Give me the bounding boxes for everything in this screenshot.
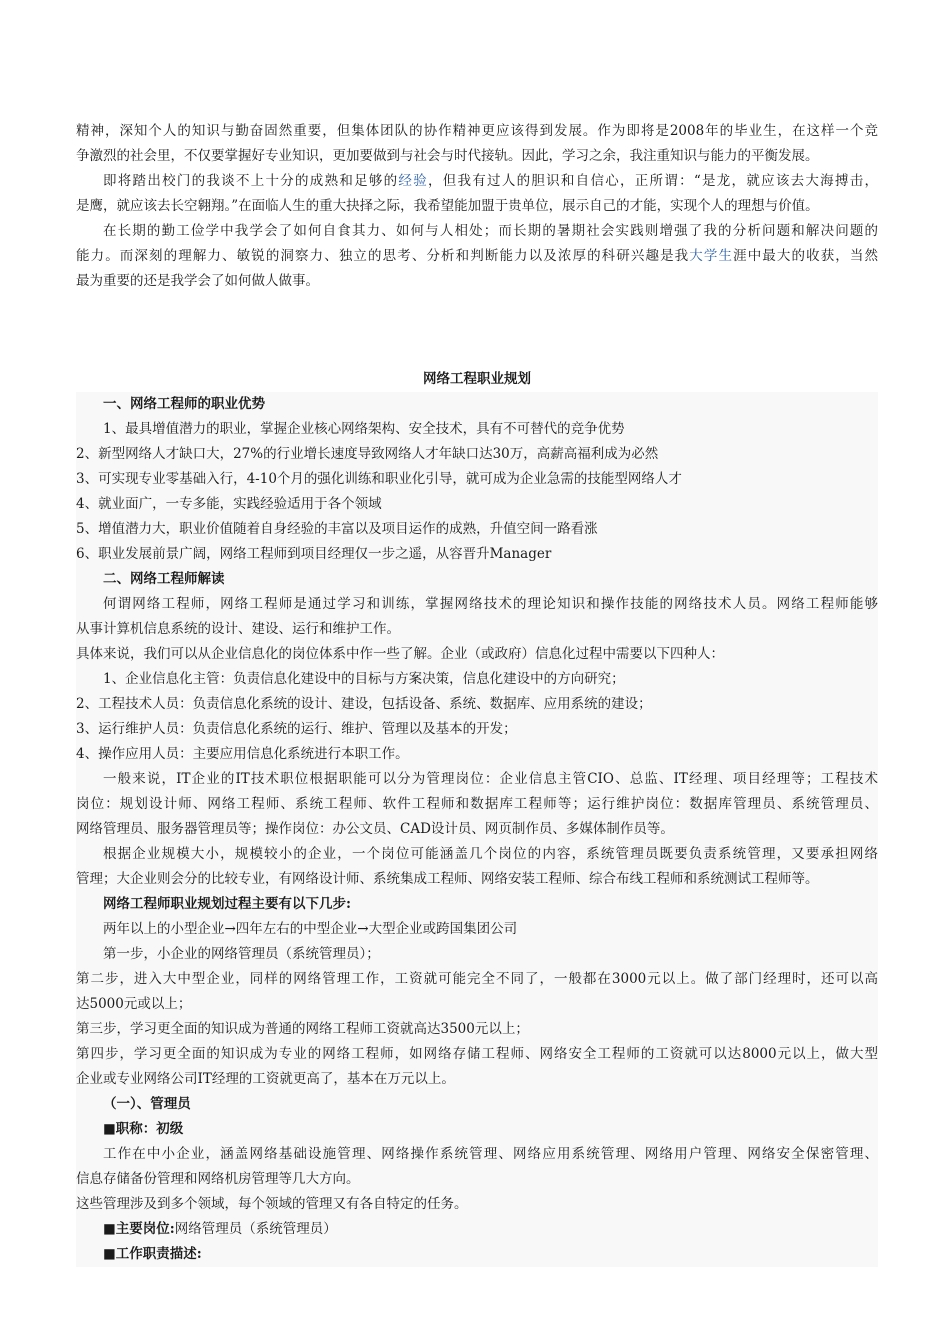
- text-run: 涯中最大的收获，当然: [733, 248, 878, 264]
- paragraph-line: 是鹰，就应该去长空翱翔。”在面临人生的重大抉择之际，我希望能加盟于贵单位，展示自己的才能，实现个人的理想与价值。: [76, 198, 819, 214]
- paragraph-line: 最为重要的还是我学会了如何做人做事。: [76, 273, 319, 289]
- paragraph-line: 从事计算机信息系统的设计、建设、运行和维护工作。: [76, 621, 400, 637]
- list-item: 第三步，学习更全面的知识成为普通的网络工程师工资就高达3500元以上；: [76, 1021, 529, 1037]
- experience-link[interactable]: 经验: [398, 173, 428, 189]
- list-item: 第一步，小企业的网络管理员（系统管理员）；: [103, 946, 380, 962]
- paragraph-line: 岗位：规划设计师、网络工程师、系统工程师、软件工程师和数据库工程师等；运行维护岗位：数据库管理员、系统管理员、: [76, 796, 878, 812]
- paragraph-line: 争激烈的社会里，不仅要掌握好专业知识，更加要做到与社会与时代接轨。因此，学习之余，我注重知识与能力的平衡发展。: [76, 148, 819, 164]
- list-item: 3、运行维护人员：负责信息化系统的运行、维护、管理以及基本的开发；: [76, 721, 517, 737]
- paragraph-line: [76, 169, 878, 194]
- list-item: 2、工程技术人员：负责信息化系统的设计、建设，包括设备、系统、数据库、应用系统的建设；: [76, 696, 652, 712]
- paragraph-line: 达5000元或以上；: [76, 996, 192, 1012]
- post-label: ■主要岗位:: [103, 1221, 175, 1237]
- list-item: 第四步，学习更全面的知识成为专业的网络工程师，如网络存储工程师、网络安全工程师的工资就可以达8000元以上，做大型: [76, 1046, 878, 1062]
- list-item: 6、职业发展前景广阔，网络工程师到项目经理仅一步之遥，从容晋升Manager: [76, 546, 552, 562]
- rank-label: ■职称：初级: [103, 1121, 184, 1137]
- list-item: 1、最具增值潜力的职业，掌握企业核心网络架构、安全技术，具有不可替代的竞争优势: [103, 421, 625, 437]
- list-item: 4、操作应用人员：主要应用信息化系统进行本职工作。: [76, 746, 409, 762]
- section-heading: 一、网络工程师的职业优势: [103, 396, 265, 412]
- list-item: 5、增值潜力大，职业价值随着自身经验的丰富以及项目运作的成熟，升值空间一路看涨: [76, 521, 598, 537]
- list-item: 4、就业面广，一专多能，实践经验适用于各个领域: [76, 496, 382, 512]
- text-run: 能力。而深刻的理解力、敏锐的洞察力、独立的思考、分析和判断能力以及浓厚的科研兴趣是我: [76, 248, 690, 264]
- college-student-link[interactable]: 大学生: [689, 248, 734, 264]
- paragraph-line: 工作在中小企业，涵盖网络基础设施管理、网络操作系统管理、网络应用系统管理、网络用户管理、网络安全保密管理、: [103, 1146, 878, 1162]
- text-run: ，但我有过人的胆识和自信心，正所谓：“是龙，就应该去大海搏击，: [427, 173, 878, 189]
- intro-section: [76, 119, 878, 294]
- paragraph-line: 网络管理员、服务器管理员等；操作岗位：办公文员、CAD设计员、网页制作员、多媒体制作员等。: [76, 821, 674, 837]
- paragraph-line: 精神，深知个人的知识与勤奋固然重要，但集体团队的协作精神更应该得到发展。作为即将是2008年的毕业生，在这样一个竞: [76, 123, 878, 139]
- list-item: 1、企业信息化主管：负责信息化建设中的目标与方案决策，信息化建设中的方向研究；: [103, 671, 625, 687]
- paragraph-line: 具体来说，我们可以从企业信息化的岗位体系中作一些了解。企业（或政府）信息化过程中需要以下四种人：: [76, 646, 724, 662]
- paragraph-line: 信息存储备份管理和网络机房管理等几大方向。: [76, 1171, 360, 1187]
- list-item: 第二步，进入大中型企业，同样的网络管理工作，工资就可能完全不同了，一般都在3000元以上。做了部门经理时，还可以高: [76, 971, 878, 987]
- paragraph-line: [76, 244, 878, 269]
- section-heading: （一）、管理员: [103, 1096, 191, 1112]
- career-plan-section: [76, 392, 878, 1267]
- duty-label: ■工作职责描述:: [103, 1246, 202, 1262]
- section-heading: 网络工程师职业规划过程主要有以下几步:: [103, 896, 351, 912]
- paragraph-line: 何谓网络工程师，网络工程师是通过学习和训练，掌握网络技术的理论知识和操作技能的网络技术人员。网络工程师能够: [103, 596, 878, 612]
- text-run: 即将踏出校门的我谈不上十分的成熟和足够的: [103, 173, 399, 189]
- list-item: 3、可实现专业零基础入行，4-10个月的强化训练和职业化引导，就可成为企业急需的技能型网络人才: [76, 471, 682, 487]
- paragraph-line: 企业或专业网络公司IT经理的工资就更高了，基本在万元以上。: [76, 1071, 455, 1087]
- page-title: 网络工程职业规划: [423, 371, 531, 387]
- post-value: 网络管理员（系统管理员）: [174, 1221, 337, 1237]
- paragraph-line: 管理；大企业则会分的比较专业，有网络设计师、系统集成工程师、网络安装工程师、综合布线工程师和系统测试工程师等。: [76, 871, 819, 887]
- paragraph-line: 一般来说，IT企业的IT技术职位根据职能可以分为管理岗位：企业信息主管CIO、总监、IT经理、项目经理等；工程技术: [103, 771, 878, 787]
- paragraph-line: 这些管理涉及到多个领域，每个领域的管理又有各自特定的任务。: [76, 1196, 468, 1212]
- post-line: [76, 1217, 878, 1242]
- paragraph-line: 在长期的勤工俭学中我学会了如何自食其力、如何与人相处；而长期的暑期社会实践则增强了我的分析问题和解决问题的: [103, 223, 878, 239]
- list-item: 2、新型网络人才缺口大，27%的行业增长速度导致网络人才年缺口达30万，高薪高福利成为必然: [76, 446, 659, 462]
- section-heading: 二、网络工程师解读: [103, 571, 225, 587]
- paragraph-line: 根据企业规模大小，规模较小的企业，一个岗位可能涵盖几个岗位的内容，系统管理员既要负责系统管理，又要承担网络: [103, 846, 878, 862]
- paragraph-line: 两年以上的小型企业→四年左右的中型企业→大型企业或跨国集团公司: [103, 921, 518, 937]
